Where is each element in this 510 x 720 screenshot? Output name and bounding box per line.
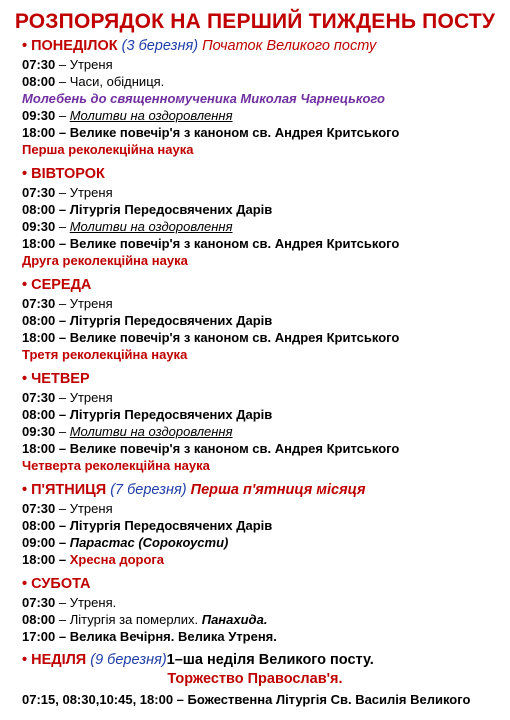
sep: – (55, 552, 70, 567)
sep: – (55, 313, 70, 328)
time: 08:00 (22, 74, 56, 89)
monday-row-2 (22, 73, 164, 90)
thursday-row-2 (22, 406, 272, 423)
sunday-row-1 (22, 691, 470, 708)
friday-day: П'ЯТНИЦЯ (31, 482, 107, 498)
event: Велика Вечірня. Велика Утреня. (69, 629, 277, 644)
sep: – (55, 441, 70, 456)
time: 18:00 (22, 441, 56, 456)
saturday-row-3 (22, 628, 277, 645)
time: 09:30 (22, 424, 56, 439)
saturday-day: СУБОТА (31, 576, 91, 592)
event: Утреня (69, 501, 113, 516)
time: 18:00 (22, 125, 56, 140)
tuesday-row-3 (22, 218, 233, 235)
monday-row-4 (22, 124, 399, 141)
sep: – (173, 692, 188, 707)
time: 07:30 (22, 501, 56, 516)
thursday-header (22, 371, 90, 388)
friday-note: Перша п'ятниця місяця (190, 482, 366, 498)
monday-row-1 (22, 56, 113, 73)
time: 17:00 (22, 629, 56, 644)
friday-row-1 (22, 500, 113, 517)
event: Утреня (69, 185, 113, 200)
monday-row-3 (22, 107, 233, 124)
event: Літургія Передосвячених Дарів (69, 313, 273, 328)
time: 09:30 (22, 219, 56, 234)
time: 07:30 (22, 296, 56, 311)
saturday-row-1 (22, 594, 116, 611)
monday-moleben: Молебень до священномученика Миколая Чарнецького (22, 91, 385, 106)
thursday-day: ЧЕТВЕР (31, 371, 90, 387)
event: Літургія Передосвячених Дарів (69, 202, 273, 217)
event: Парастас (Сорокоусти) (69, 535, 229, 550)
sep: – (55, 74, 70, 89)
time: 18:00 (22, 236, 56, 251)
time: 08:00 (22, 612, 56, 627)
friday-row-3 (22, 534, 228, 551)
wednesday-row-2 (22, 312, 272, 329)
wednesday-header (22, 277, 91, 294)
event: Велике повечір'я з каноном св. Андрея Критського (69, 236, 400, 251)
event: Велике повечір'я з каноном св. Андрея Критського (69, 441, 400, 456)
bullet: • (22, 166, 28, 182)
wednesday-row-3 (22, 329, 399, 346)
event: Часи, обідниця. (69, 74, 165, 89)
event: Молитви на оздоровлення (69, 219, 233, 234)
bullet: • (22, 652, 28, 668)
sunday-day: НЕДІЛЯ (31, 652, 87, 668)
sep: – (55, 125, 70, 140)
event: Літургія Передосвячених Дарів (69, 518, 273, 533)
sep: – (55, 330, 70, 345)
sunday-header (22, 652, 374, 669)
time: 08:00 (22, 313, 56, 328)
sep: – (55, 535, 70, 550)
time: 08:00 (22, 407, 56, 422)
event: Утреня (69, 390, 113, 405)
monday-day: ПОНЕДІЛОК (31, 38, 118, 54)
friday-row-4 (22, 551, 164, 568)
sep: – (55, 501, 70, 516)
time: 09:00 (22, 535, 56, 550)
event: Велике повечір'я з каноном св. Андрея Критського (69, 330, 400, 345)
tuesday-header (22, 166, 105, 183)
page-title: РОЗПОРЯДОК НА ПЕРШИЙ ТИЖДЕНЬ ПОСТУ (14, 10, 496, 33)
event: Велике повечір'я з каноном св. Андрея Критського (69, 125, 400, 140)
sunday-date: (9 березня) (90, 652, 167, 668)
tuesday-lecture: Друга реколекційна наука (22, 253, 188, 268)
wednesday-row-1 (22, 295, 113, 312)
tuesday-row-2 (22, 201, 272, 218)
sep: – (55, 424, 70, 439)
sunday-feast: Торжество Православ'я. (167, 671, 343, 687)
time: 18:00 (22, 552, 56, 567)
sep: – (55, 185, 70, 200)
event: Літургія Передосвячених Дарів (69, 407, 273, 422)
time: 07:30 (22, 185, 56, 200)
monday-lecture: Перша реколекційна наука (22, 142, 194, 157)
event: Хресна дорога (69, 552, 165, 567)
sep: – (55, 612, 70, 627)
sep: – (55, 236, 70, 251)
event-extra: Панахида. (201, 612, 268, 627)
tuesday-row-4 (22, 235, 399, 252)
bullet: • (22, 371, 28, 387)
sep: – (55, 108, 70, 123)
event: Утреня (69, 296, 113, 311)
time: 18:00 (22, 330, 56, 345)
wednesday-lecture: Третя реколекційна наука (22, 347, 188, 362)
time: 09:30 (22, 108, 56, 123)
sep: – (55, 296, 70, 311)
bullet: • (22, 277, 28, 293)
time: 08:00 (22, 202, 56, 217)
thursday-row-4 (22, 440, 399, 457)
sep: – (55, 595, 70, 610)
friday-header (22, 482, 366, 499)
time: 08:00 (22, 518, 56, 533)
thursday-lecture: Четверта реколекційна наука (22, 458, 210, 473)
sep: – (55, 629, 70, 644)
sep: – (55, 390, 70, 405)
event: Літургія за померлих. (69, 612, 199, 627)
time: 07:15, 08:30,10:45, 18:00 (22, 692, 174, 707)
sep: – (55, 407, 70, 422)
sep: – (55, 57, 70, 72)
bullet: • (22, 38, 28, 54)
monday-date: (3 березня) (121, 38, 199, 54)
event: Утреня (69, 57, 113, 72)
friday-date: (7 березня) (110, 482, 187, 498)
sunday-note: 1–ша неділя Великого посту. (166, 652, 374, 668)
sep: – (55, 219, 70, 234)
tuesday-row-1 (22, 184, 113, 201)
friday-row-2 (22, 517, 272, 534)
bullet: • (22, 482, 28, 498)
monday-note: Початок Великого посту (202, 38, 377, 54)
tuesday-day: ВІВТОРОК (31, 166, 105, 182)
event: Молитви на оздоровлення (69, 424, 233, 439)
saturday-header (22, 576, 91, 593)
event: Божественна Літургія Св. Василія Великого (187, 692, 471, 707)
saturday-row-2 (22, 611, 267, 628)
event: Молитви на оздоровлення (69, 108, 233, 123)
thursday-row-1 (22, 389, 113, 406)
sep: – (55, 202, 70, 217)
bullet: • (22, 576, 28, 592)
sep: – (55, 518, 70, 533)
monday-header (22, 38, 376, 55)
time: 07:30 (22, 390, 56, 405)
thursday-row-3 (22, 423, 233, 440)
wednesday-day: СЕРЕДА (31, 277, 92, 293)
time: 07:30 (22, 595, 56, 610)
time: 07:30 (22, 57, 56, 72)
event: Утреня. (69, 595, 117, 610)
